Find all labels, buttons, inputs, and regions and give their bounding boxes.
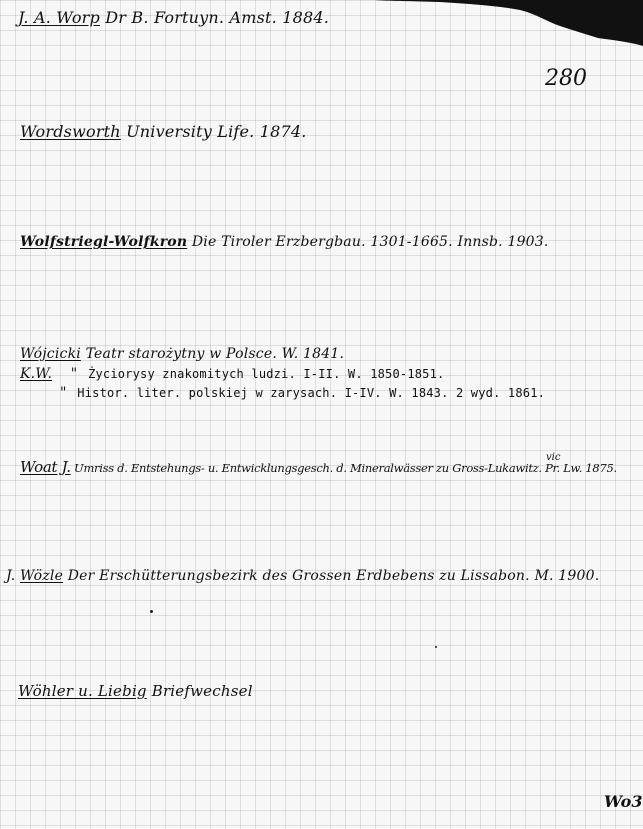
entry-wolfstriegl	[20, 234, 549, 250]
entry-text: Dr B. Fortuyn. Amst. 1884.	[105, 8, 330, 27]
ditto-mark: "	[70, 366, 78, 382]
ink-dot	[150, 610, 153, 613]
corner-mark: Wo3	[604, 792, 643, 811]
entry-wordsworth	[20, 122, 307, 141]
entry-wojcicki-2	[20, 366, 444, 382]
entry-author: Wordsworth	[20, 122, 121, 141]
entry-wohler	[18, 682, 253, 700]
entry-prefix: J.	[6, 568, 16, 584]
entry-author: Wöhler u. Liebig	[18, 682, 147, 700]
entry-text: Der Erschütterungsbezirk des Grossen Erdbebens zu Lissabon. M. 1900.	[67, 568, 600, 584]
entry-text: Histor. liter. polskiej w zarysach. I-IV. W. 1843. 2 wyd. 1861.	[77, 386, 546, 400]
entry-worp	[18, 8, 329, 27]
entry-text: Teatr starożytny w Polsce. W. 1841.	[85, 346, 345, 362]
entry-woat	[20, 458, 617, 476]
entry-text: University Life. 1874.	[126, 122, 307, 141]
entry-prefix: K.W.	[20, 366, 53, 382]
entry-wojcicki-3	[20, 385, 545, 401]
entry-author: J. A. Worp	[18, 8, 100, 27]
entry-text: Die Tiroler Erzbergbau. 1301-1665. Innsb. 1903.	[191, 234, 549, 250]
insert-mark: vic	[546, 452, 561, 463]
ink-dot	[435, 646, 437, 648]
ditto-mark: "	[60, 385, 67, 401]
entry-author: Wójcicki	[20, 346, 81, 362]
entry-author: Woat J.	[20, 458, 71, 476]
entry-author: Wözle	[20, 568, 64, 584]
entry-author: Wolfstriegl-Wolfkron	[20, 234, 188, 250]
page-number: 280	[545, 66, 587, 91]
entry-wojcicki	[20, 346, 344, 362]
entry-text: Umriss d. Entstehungs- u. Entwicklungsgesch. d. Mineralwässer zu Gross-Lukawitz. Pr. Lw. 1875.	[74, 461, 617, 475]
entry-text: Briefwechsel	[151, 682, 253, 700]
entry-wozle	[6, 568, 599, 584]
entry-text: Życiorysy znakomitych ludzi. I-II. W. 1850-1851.	[88, 367, 445, 381]
